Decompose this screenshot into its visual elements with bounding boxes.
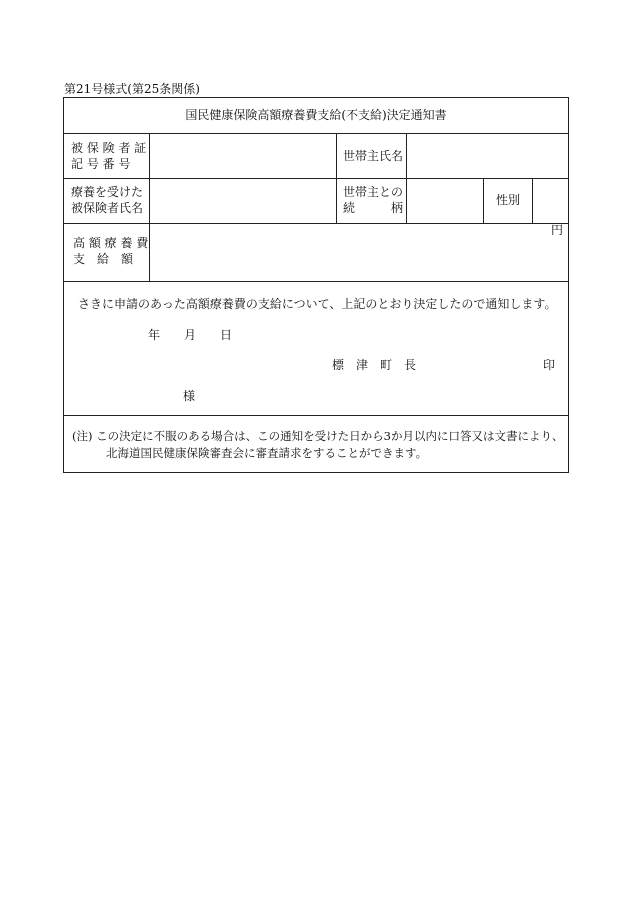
amount-label: [64, 224, 150, 281]
note-line1: (注) この決定に不服のある場合は、この通知を受けた日から3か月以内に口答又は文書により、: [72, 429, 564, 443]
sex-value: [533, 179, 568, 223]
insured-card-label: [64, 134, 150, 178]
form-title: 国民健康保険高額療養費支給(不支給)決定通知書: [185, 108, 447, 122]
relation-label-line2: 続 柄: [343, 201, 404, 215]
title-row: [64, 98, 568, 134]
amount-label-line1: 高 額 療 養 費: [73, 236, 149, 250]
addressee-suffix: 様: [183, 389, 196, 403]
sex-text: 性別: [496, 193, 521, 207]
amount-row: [64, 224, 568, 282]
form-number: 第21号様式(第25条関係): [64, 82, 200, 96]
patient-value: [150, 179, 337, 223]
notice-date: 年 月 日: [148, 328, 233, 342]
sex-label: [484, 179, 533, 223]
insured-card-label-line1: 被 保 険 者 証: [71, 141, 147, 155]
amount-label-line2: 支 給 額: [73, 252, 134, 266]
notice-form: [63, 97, 569, 473]
householder-name-text: 世帯主氏名: [343, 149, 404, 163]
notice-message: さきに申請のあった高額療養費の支給について、上記のとおり決定したので通知します。: [78, 297, 557, 311]
householder-name-label: [337, 134, 407, 178]
patient-label-line1: 療養を受けた: [71, 185, 144, 199]
yen-unit: 円: [550, 223, 563, 237]
patient-label: [64, 179, 150, 223]
insured-card-value: [150, 134, 337, 178]
householder-name-value: [407, 134, 568, 178]
relation-value: [407, 179, 484, 223]
mayor-title: 標 津 町 長: [332, 358, 417, 372]
note-line2: 北海道国民健康保険審査会に審査請求をすることができます。: [106, 446, 428, 460]
amount-value: [150, 224, 568, 281]
patient-label-line2: 被保険者氏名: [71, 201, 144, 215]
patient-row: [64, 179, 568, 224]
notice-body: [64, 282, 568, 416]
note-row: [64, 416, 568, 472]
relation-label: [337, 179, 407, 223]
seal-mark: 印: [543, 358, 556, 372]
insured-card-row: [64, 134, 568, 179]
relation-label-line1: 世帯主との: [343, 185, 404, 199]
insured-card-label-line2: 記 号 番 号: [71, 157, 131, 171]
